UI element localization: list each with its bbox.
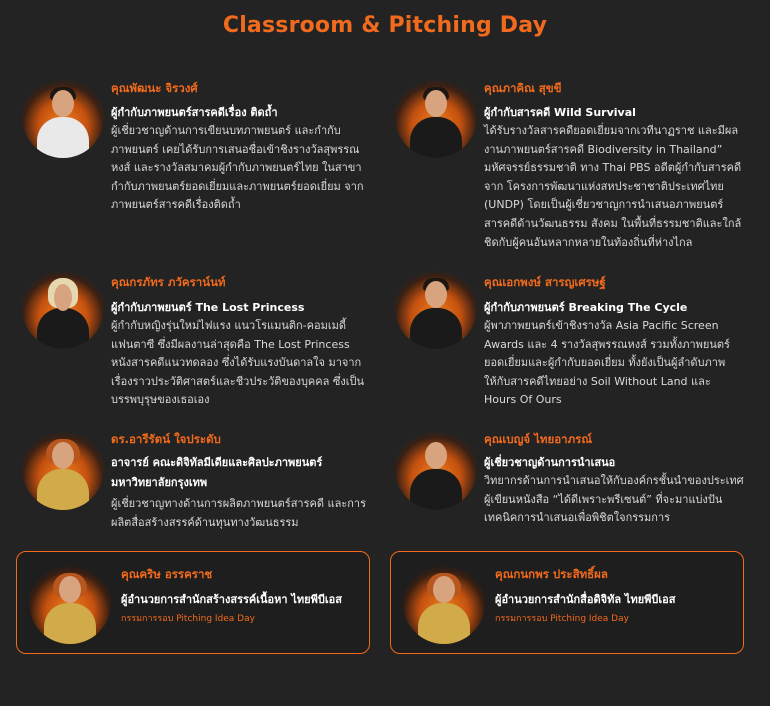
- avatar: [395, 428, 477, 510]
- page-title: Classroom & Pitching Day: [222, 13, 548, 38]
- judge-note: กรรมการรอบ Pitching Idea Day: [121, 614, 255, 624]
- person-role: ผู้กำกับภาพยนตร์สารคดีเรื่อง ติดถ้ำ: [111, 106, 278, 119]
- person-description: ผู้เชี่ยวชาญทางด้านการผลิตภาพยนตร์สารคดี และการ ผลิตสื่อสร้างสรรค์ด้านทุนทางวัฒนธรรม: [111, 497, 366, 529]
- person-name: คุณภาคิณ สุขขี: [484, 81, 562, 95]
- avatar: [403, 562, 485, 644]
- person-role: ผู้กำกับสารคดี Wild Survival: [484, 106, 636, 119]
- person-description: ได้รับรางวัลสารคดียอดเยี่ยมจากเวทีนาฏราช และมีผล งานภาพยนตร์สารคดี Biodiversity in Thailand” มหัศจรรย์ธรรมชาติ ทาง Thai PBS อดีตผู้กำกับสารคดี จาก โครงการพัฒนาแห่งสหประชาชาติประเทศไทย (UNDP) โดยเป็นผู้เชี่ยวชาญการนำเสนอภาพยนตร์ สารคดีด้านวัฒนธรรม สังคม ในพื้นที่ธรรมชาติและใกล้ ชิดกับผู้คนอันหลากหลายในท้องถิ่นที่ห่างไกล: [484, 124, 742, 249]
- person-name: ดร.อารีรัตน์ ใจประดับ: [111, 432, 221, 446]
- person-name: คุณเอกพงษ์ สารญเศรษฐ์: [484, 275, 606, 289]
- avatar: [395, 76, 477, 158]
- person-role: ผู้เชี่ยวชาญด้านการนำเสนอ: [484, 456, 616, 469]
- judge-note: กรรมการรอบ Pitching Idea Day: [495, 614, 629, 624]
- person-role: ผู้อำนวยการสำนักสื่อดิจิทัล ไทยพีบีเอส: [495, 593, 676, 606]
- avatar: [395, 267, 477, 349]
- person-description: ผู้พาภาพยนตร์เข้าชิงรางวัล Asia Pacific Screen Awards และ 4 รางวัลสุพรรณหงส์ รวมทั้งภาพยนตร์ ยอดเยี่ยมและผู้กำกับยอดเยี่ยม ทั้งยังเป็นผู้ลำดับภาพ ให้กับสารคดีไทยอย่าง Soil Without Land และ Hours Of Ours: [484, 319, 730, 407]
- avatar: [22, 267, 104, 349]
- person-name: คุณพัฒนะ จิรวงศ์: [111, 81, 198, 95]
- person-description: ผู้เชี่ยวชาญด้านการเขียนบทภาพยนตร์ และกำกับ ภาพยนตร์ เคยได้รับการเสนอชื่อเข้าชิงรางวัลสุพรรณ หงส์ และรางวัลสมาคมผู้กำกับภาพยนตร์ไทย ในสาขา กำกับภาพยนตร์ยอดเยี่ยมและภาพยนตร์ยอดเยี่ยม จาก ภาพยนตร์สารคดีเรื่องติดถ้ำ: [111, 124, 364, 212]
- person-name: คุณกรภัทร ภวัคราน์นท์: [111, 275, 226, 289]
- person-role: อาจารย์ คณะดิจิทัลมีเดียและศิลปะภาพยนตร์ มหาวิทยาลัยกรุงเทพ: [111, 456, 323, 489]
- person-name: คุณเบญจ์ ไทยอาภรณ์: [484, 432, 593, 446]
- person-name: คุณคริษ อรรคราช: [121, 567, 213, 581]
- judge-card: [390, 551, 744, 654]
- person-role: ผู้กำกับภาพยนตร์ Breaking The Cycle: [484, 301, 688, 314]
- person-description: ผู้กำกับหญิงรุ่นใหม่ไฟแรง แนวโรแมนติก-คอมเมดี้ แฟนตาซี ซึ่งมีผลงานล่าสุดคือ The Lost Princess หนังสารคดีแนวทดลอง ซึ่งได้รับแรงบันดาลใจ มาจาก เรื่องราวประวัติศาสตร์และชีวประวัติของบุคคล ซึ่งเป็น บรรพบุรุษของเธอเอง: [111, 319, 364, 407]
- person-name: คุณกนกพร ประสิทธิ์ผล: [495, 567, 608, 581]
- person-description: วิทยากรด้านการนำเสนอให้กับองค์กรชั้นนำของประเทศ ผู้เขียนหนังสือ “ได้ดีเพราะพรีเซนต์” ที่จะมาแบ่งปัน เทคนิคการนำเสนอเพื่อพิชิตใจกรรมการ: [484, 474, 744, 525]
- avatar: [29, 562, 111, 644]
- person-role: ผู้อำนวยการสำนักสร้างสรรค์เนื้อหา ไทยพีบีเอส: [121, 593, 342, 606]
- person-role: ผู้กำกับภาพยนตร์ The Lost Princess: [111, 301, 305, 314]
- avatar: [22, 428, 104, 510]
- avatar: [22, 76, 104, 158]
- judge-card: [16, 551, 370, 654]
